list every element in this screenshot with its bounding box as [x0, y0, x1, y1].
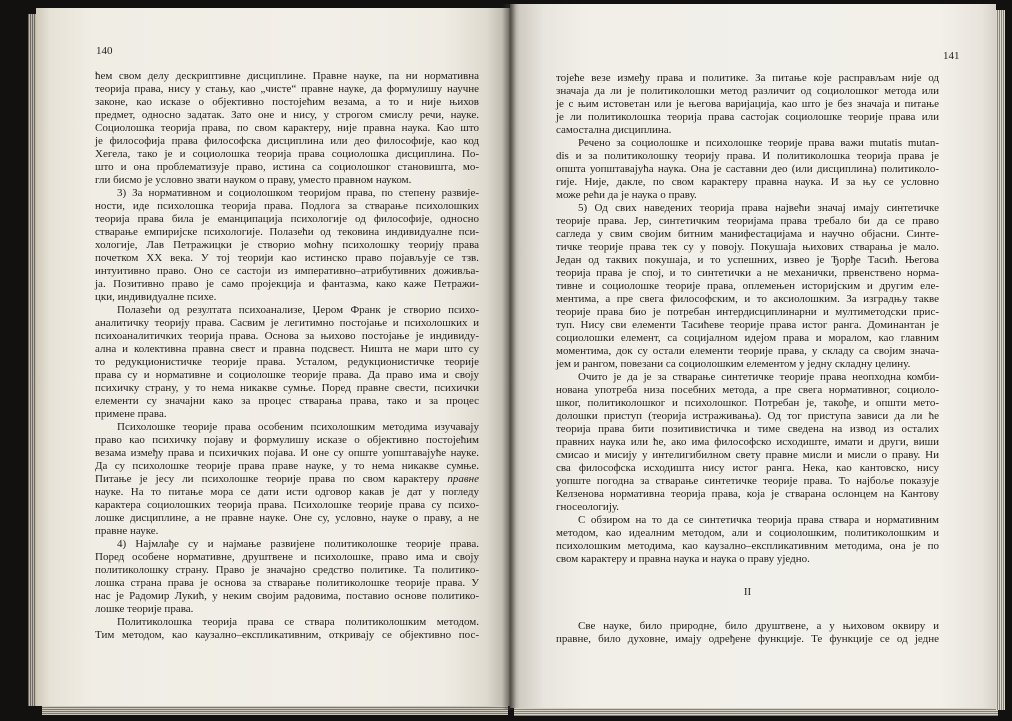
text-line: Социолошка теорија права, по свом карактеру, није правна наука. Као што	[95, 122, 479, 134]
text-line: методом, као идеалним методом, али и социолошким, политиколошким и	[556, 527, 939, 539]
right-page-text	[556, 72, 939, 646]
right-page-body	[556, 72, 939, 566]
text-line: Политиколошка теорија права се ствара политиколошким методом.	[117, 616, 479, 628]
book-page-edges-left	[28, 14, 36, 706]
text-line: лошка страна права је основа за стварање политиколошке теорије права. У	[95, 577, 479, 589]
text-line: социолошки елемент, са социјалном идејом права и моралом, као главним	[556, 332, 939, 344]
text-line: интуитивно право. Оно се састоји из императивно–атрибутивних доживља-	[95, 265, 479, 277]
text-line: правне науке.	[95, 525, 159, 537]
text-line: стварање емпиријске психологије. Полазећи од тековина индивидуалне пси-	[95, 226, 479, 238]
text-line: тивне и социолошке теорије права, оплемењен историјским и другим еле-	[556, 280, 939, 292]
text-line: то редукционистичке теорије права. Усталом, редукционистичке теорије	[95, 356, 479, 368]
book-page-edges-bottom	[42, 706, 508, 715]
text-line: Очито је да је за стварање синтетичке теорије права неопходна комби-	[578, 371, 939, 383]
text-line: смисао и мисију у интелигибилном свету правне мисли и мисли о праву. Ни	[556, 449, 939, 461]
page-number: 140	[96, 45, 113, 57]
text-line: самостална дисциплина.	[556, 124, 672, 136]
text-line: уопште погодна за стварање синтетичке теорије права. То најбоље показује	[556, 475, 939, 487]
text-line: теорија права била је еманципација психологије од философије, односно	[95, 213, 479, 225]
text-line: примене права.	[95, 408, 167, 420]
text-line: Речено за социолошке и психолошке теорије права важи mutatis mutan-	[578, 137, 939, 149]
text-line: тичке теорије права тек су у повоју. Покушаја њихових стварања је мало.	[556, 241, 939, 253]
text-line: лошке дисциплине, а не правне науке. Оне су, условно, науке о праву, а не	[95, 512, 479, 524]
text-line: психолошким методима, као каузално–експликативним методима, она је по	[556, 540, 939, 552]
text-line: ална и колективна правна свест и правна подсвест. Ништа не мари што су	[95, 343, 479, 355]
text-line: С обзиром на то да се синтетичка теорија права ствара и нормативним	[578, 514, 939, 526]
text-line: ћем свом делу дескриптивне дисциплине. Правне науке, па ни нормативна	[95, 70, 479, 82]
text-line: право као психичку појаву и формулишу исказе о објективно постојећим	[95, 434, 479, 446]
text-line: теорије права био је потребан интердисциплинарни и мултиметодски прис-	[556, 306, 939, 318]
text-line: Да су психолошке теорије права праве науке, у то нема никакве сумње.	[95, 460, 479, 472]
text-line: што и она проблематизује право, истина са социолошког становишта, мо-	[95, 161, 479, 173]
text-line: Хегела, тако је и социолошка теорија права социолошка дисциплина. По-	[95, 148, 479, 160]
text-line: нас је Радомир Лукић, у неким својим радовима, поставио основе политико-	[95, 590, 479, 602]
text-line: права су и нормативне и социолошке теорије права. Да право има и своју	[95, 369, 479, 381]
text-line: сва философска исходишта нису истог ранга. Нека, као кантовско, нису	[556, 462, 939, 474]
page-number: 141	[943, 50, 960, 62]
text-line: Све науке, било природне, било друштвене, а у њиховом оквиру и	[578, 620, 939, 632]
text-line: теорије права. Јер, синтетичким теоријама права требало би да се право	[556, 215, 939, 227]
text-line: теорија права, нису у стању, као „чисте“ правне науке, да формулишу научне	[95, 83, 479, 95]
text-line: је философија права философска дисциплина или део философије, као код	[95, 135, 479, 147]
text-line: законе, као исказе о објективно постојећим везама, а то и није њихов	[95, 96, 479, 108]
text-line: карактера социолошких теорија права. Психолошке теорије права су психо-	[95, 499, 479, 511]
paragraph	[95, 616, 479, 642]
text-line: нована употреба низа посебних метода, а пре свега нормативног, социоло-	[556, 384, 939, 396]
text-line: сагледа у свим својим битним манифестацијама и научно објасни. Синте-	[556, 228, 939, 240]
section-heading: II	[743, 586, 752, 598]
text-line: 4) Најмлађе су и најмање развијене политиколошке теорије права.	[117, 538, 479, 550]
text-line: психоаналитичких теорија права. Основа за њихово постојање је индивиду-	[95, 330, 479, 342]
text-line: науке. На то питање мора се дати исти одговор какав је дат у погледу	[95, 486, 479, 498]
text-line: је ли политиколошка теорија права састојак социолошке теорије права или	[556, 111, 939, 123]
text-line: цки, индивидуалне психе.	[95, 291, 217, 303]
text-line: свом карактеру и правна наука и наука о праву уједно.	[556, 553, 810, 565]
text-line: везама између права и психичких појава. И оне су опште уопштавајуће науке.	[95, 447, 479, 459]
text-line: психичку страну, у то нема никакве сумње. Поред правне свести, психички	[95, 382, 479, 394]
paragraph	[95, 187, 479, 304]
paragraph	[95, 421, 479, 538]
text-line: ја. Позитивно право је само пројекција и фантазма, како каже Петражи-	[95, 278, 479, 290]
text-line: Тим методом, као каузално–експликативним, откривају се објективно пос-	[95, 629, 479, 641]
text-line	[95, 473, 479, 486]
text-line: правне, било духовне, имају одређене функције. Те функције се од једне	[556, 633, 939, 645]
text-line: Психолошке теорије права особеним психолошким методима изучавају	[117, 421, 479, 433]
text-line: Полазећи од резултата психоанализе, Џером Франк је створио психо-	[117, 304, 479, 316]
text-run: Питање је јесу ли психолошке теорије права по свом карактеру	[95, 473, 448, 485]
paragraph	[95, 538, 479, 616]
paragraph	[95, 304, 479, 421]
text-line: може рећи да је наука о праву.	[556, 189, 697, 201]
paragraph	[556, 620, 939, 646]
text-line: значаја да ли је политиколошки метод различит од социолошког метода или	[556, 85, 939, 97]
text-line: долошки приступ (теорија истраживања). Од тог приступа зависи да ли ће	[556, 410, 939, 422]
text-line: Поред особене нормативне, друштвене и психолошке, право има и своју	[95, 551, 479, 563]
paragraph	[556, 514, 939, 566]
text-line: гије. Није, дакле, по свом карактеру правна наука. И за њу се условно	[556, 176, 939, 188]
text-line: туп. Нису сви елементи Тасићеве теорије права истог ранга. Доминантан је	[556, 319, 939, 331]
paragraph	[556, 371, 939, 514]
text-line: правних наука или ће, ако има философско исходиште, имати и други, виши	[556, 436, 939, 448]
text-line: аналитичку теорију права. Сасвим је легитимно постојање и психолошких и	[95, 317, 479, 329]
paragraph	[95, 70, 479, 187]
text-line: гносеологију.	[556, 501, 620, 513]
text-line: политиколошку страну. Право је значајно средство политике. Та политико-	[95, 564, 479, 576]
text-line: Један од таквих покушаја, и то успешних, извео је Ђорђе Тасић. Његова	[556, 254, 939, 266]
text-line: теорија права је спој, и то синтетички а не механички, првенствено норма-	[556, 267, 939, 279]
section-body	[556, 620, 939, 646]
left-page-text	[95, 70, 479, 642]
text-line: гли бисмо је условно звати науком о праву, уместо правном науком.	[95, 174, 412, 186]
text-line: 3) За нормативном и социолошком теоријом права, по степену развије-	[117, 187, 479, 199]
text-line: почетком XX века. У тој теорији као истинско право појављује се тзв.	[95, 252, 479, 264]
emphasized-word: правне	[447, 473, 479, 485]
text-line: 5) Од свих наведених теорија права највећи значај имају синтетичке	[578, 202, 939, 214]
text-line: dis и за политиколошку теорију права. И политиколошка теорија права је	[556, 150, 939, 162]
text-line: моментима, док су остали елементи теорије права, у складу са својим знача-	[556, 345, 939, 357]
text-line: елементи су значајни како за процес стварања права, тако и за процес	[95, 395, 479, 407]
text-line: ментима, а пре свега философским, и то аксиолошким. За изградњу такве	[556, 293, 939, 305]
paragraph	[556, 72, 939, 137]
text-line: теорија права бити позитивистичка и тиме сведена на извод из осталих	[556, 423, 939, 435]
text-line: општа уопштавајућа наука. Она је саставни део (или дисциплина) политиколо-	[556, 163, 939, 175]
book-page-edges-bottom	[514, 708, 998, 716]
text-line: ности, иде психолошка теорија права. Подлога за стварање психолошких	[95, 200, 479, 212]
paragraph	[556, 202, 939, 371]
text-line: је с њим истоветан или је његова варијација, као што је без значаја и питање	[556, 98, 939, 110]
book-page-edges-right	[996, 10, 1005, 710]
text-line: предмет, односно задатак. Зато оне и нису, у строгом смислу речи, науке.	[95, 109, 479, 121]
text-line: лошке теорије права.	[95, 603, 194, 615]
text-line: Келзенова нормативна теорија права, која је стварана ослонцем на Кантову	[556, 488, 939, 500]
paragraph	[556, 137, 939, 202]
text-line: тојеће везе између права и политике. За питање које расправљам није од	[556, 72, 939, 84]
book-gutter	[502, 4, 516, 710]
text-line: хологије, Лав Петражицки је створио моћну психолошку теорију права	[95, 239, 479, 251]
text-line: шког, политиколошког и психолошког. Потребан је, такође, и општи мето-	[556, 397, 939, 409]
text-line: јем и рангом, повезани са социолошким елементом у једну складну целину.	[556, 358, 911, 370]
